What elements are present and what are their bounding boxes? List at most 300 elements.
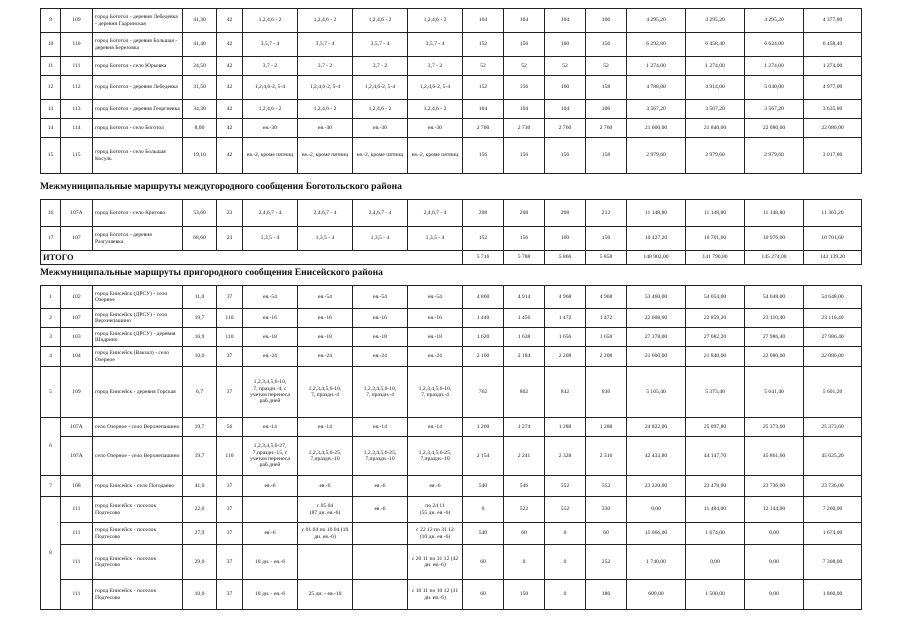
cell-n: 11 — [41, 57, 61, 76]
table-row — [41, 437, 862, 476]
cell-t4: 156 — [586, 227, 627, 251]
cell-v3: 2 979,60 — [745, 138, 804, 174]
cell-seats: 23 — [217, 227, 243, 251]
cell-v1: 24 822,00 — [627, 418, 686, 437]
cell-t2: 156 — [504, 227, 545, 251]
cell-d2: ея.-54 — [298, 286, 353, 309]
cell-v4: 22 080,00 — [804, 347, 862, 367]
cell-len: 41,0 — [183, 476, 217, 497]
cell-route: город Боготол - деревня Лебедевка — [93, 76, 183, 100]
cell-seats: 37 — [217, 523, 243, 545]
cell-d3 — [353, 545, 408, 580]
cell-d4: 3,5,7 - 4 — [408, 33, 463, 57]
cell-t1: 1 260 — [463, 418, 504, 437]
cell-len: 19,7 — [183, 309, 217, 328]
cell-v4: 3 017,80 — [804, 138, 862, 174]
cell-t1: 152 — [463, 33, 504, 57]
cell-n: 16 — [41, 200, 61, 227]
cell-n: 9 — [41, 9, 61, 33]
cell-seats: 110 — [217, 309, 243, 328]
cell-v4: 1 274,00 — [804, 57, 862, 76]
cell-seats: 42 — [217, 57, 243, 76]
cell-len: 24,50 — [183, 57, 217, 76]
cell-d4: ея.-6 — [408, 476, 463, 497]
cell-d2: ея.-14 — [298, 418, 353, 437]
cell-v3: 0,00 — [745, 545, 804, 580]
table-row — [41, 347, 862, 367]
cell-t2: 156 — [504, 138, 545, 174]
table-row — [41, 328, 862, 347]
cell-d3 — [353, 523, 408, 545]
cell-seats: 42 — [217, 100, 243, 119]
cell-v1: 5 105,40 — [627, 367, 686, 418]
cell-v2: 2 979,60 — [686, 138, 745, 174]
cell-v3: 23 110,40 — [745, 309, 804, 328]
cell-d2: ея.-18 — [298, 328, 353, 347]
routes-table-bogotol-intercity — [40, 199, 862, 265]
table-row — [41, 9, 862, 33]
cell-code: 111 — [61, 523, 93, 545]
cell-v3: 0,00 — [745, 580, 804, 610]
table-row — [41, 367, 862, 418]
cell-t3: 160 — [545, 76, 586, 100]
cell-t2: 208 — [504, 200, 545, 227]
cell-t4: 158 — [586, 76, 627, 100]
cell-route: город Енисейск (Вакзал) - село Озерное — [93, 347, 183, 367]
cell-t1: 152 — [463, 227, 504, 251]
cell-d3: 3,7 - 2 — [353, 57, 408, 76]
cell-n: 13 — [41, 100, 61, 119]
cell-seats: 37 — [217, 367, 243, 418]
cell-t4: 158 — [586, 138, 627, 174]
cell-code: 113 — [61, 100, 93, 119]
cell-v2: 54 054,00 — [686, 286, 745, 309]
cell-v3: 22 080,00 — [745, 119, 804, 138]
cell-v1: 21 600,00 — [627, 119, 686, 138]
cell-code: 104 — [61, 347, 93, 367]
cell-t3: 0 — [545, 545, 586, 580]
table-row — [41, 497, 862, 523]
cell-v2: 6 458,40 — [686, 33, 745, 57]
cell-route: город Боготол - деревня Георгиевка — [93, 100, 183, 119]
cell-v1: 10 427,20 — [627, 227, 686, 251]
section-title-bogotol-intercity: Межмуниципальные маршруты междугородного сообщения Боготольского района — [40, 181, 402, 192]
cell-v1: 4 295,20 — [627, 9, 686, 33]
cell-d3: ея.-16 — [353, 309, 408, 328]
cell-n: 1 — [41, 286, 61, 309]
cell-t4: 186 — [586, 580, 627, 610]
cell-d4: ея.-24 — [408, 347, 463, 367]
table-row — [41, 200, 862, 227]
cell-v4: 4 377,80 — [804, 9, 862, 33]
cell-route: село Озерное - село Верхнепашино — [93, 418, 183, 437]
cell-t1: 1 620 — [463, 328, 504, 347]
cell-d1: 10 дн. - ея.-6 — [243, 545, 298, 580]
cell-code: 107А — [61, 437, 93, 476]
cell-v3: 6 624,00 — [745, 33, 804, 57]
cell-v4: 7 260,00 — [804, 497, 862, 523]
cell-seats: 37 — [217, 286, 243, 309]
cell-v2: 11 484,00 — [686, 497, 745, 523]
cell-t4: 52 — [586, 57, 627, 76]
table-row — [41, 545, 862, 580]
cell-t1: 1 440 — [463, 309, 504, 328]
cell-v1: 600,00 — [627, 580, 686, 610]
cell-seats: 37 — [217, 476, 243, 497]
total-cell-t1: 5 716 — [463, 251, 504, 265]
cell-v3: 3 567,20 — [745, 100, 804, 119]
cell-v2: 5 373,40 — [686, 367, 745, 418]
cell-seats: 110 — [217, 437, 243, 476]
cell-v3: 5 641,40 — [745, 367, 804, 418]
total-cell-v1: 140 902,00 — [627, 251, 686, 265]
cell-d4: 1,2,4,6 - 2 — [408, 9, 463, 33]
cell-t3: 552 — [545, 476, 586, 497]
cell-t1: 156 — [463, 138, 504, 174]
cell-d3: ея.-6 — [353, 497, 408, 523]
cell-d3: 3,5,7 - 4 — [353, 33, 408, 57]
cell-len: 10,0 — [183, 347, 217, 367]
cell-route: село Озерное - село Верхнепашино — [93, 437, 183, 476]
cell-t2: 2 730 — [504, 119, 545, 138]
cell-d4: с 10 11 по 10 12 (31 дн. ея.-6) — [408, 580, 463, 610]
cell-d2: 3,7 - 2 — [298, 57, 353, 76]
cell-v1: 2 979,60 — [627, 138, 686, 174]
routes-table-bogotol-suburban — [40, 8, 862, 174]
cell-v2: 10 701,60 — [686, 227, 745, 251]
cell-seats: 110 — [217, 328, 243, 347]
cell-d4: по 24 11 (55 дн. ея.-6) — [408, 497, 463, 523]
cell-d4: 3,7 - 2 — [408, 57, 463, 76]
cell-d1: ея.-16 — [243, 309, 298, 328]
cell-v1: 0,00 — [627, 497, 686, 523]
cell-code: 107 — [61, 227, 93, 251]
cell-t1: 152 — [463, 76, 504, 100]
table-row — [41, 418, 862, 437]
cell-v2: 25 097,80 — [686, 418, 745, 437]
cell-d3: ея.-24 — [353, 347, 408, 367]
cell-len: 53,60 — [183, 200, 217, 227]
cell-t3: 1 288 — [545, 418, 586, 437]
cell-t3: 0 — [545, 523, 586, 545]
cell-v3: 5 040,00 — [745, 76, 804, 100]
cell-len: 27,9 — [183, 523, 217, 545]
cell-n: 8 — [41, 497, 61, 610]
cell-t3: 52 — [545, 57, 586, 76]
cell-d2: 1,2,3,4,5,6-10, 7, праздн.-4 — [298, 367, 353, 418]
cell-v3: 10 976,00 — [745, 227, 804, 251]
cell-t2: 546 — [504, 476, 545, 497]
cell-d1: ея.-24 — [243, 347, 298, 367]
cell-code: 111 — [61, 497, 93, 523]
cell-v4: 1 674,00 — [804, 523, 862, 545]
cell-d2: 1,2,4,6 - 2 — [298, 100, 353, 119]
cell-t3: 2 760 — [545, 119, 586, 138]
total-cell-v2: 141 790,80 — [686, 251, 745, 265]
cell-d1: 3,7 - 2 — [243, 57, 298, 76]
cell-route: город Боготол - деревня Разгуляевка — [93, 227, 183, 251]
cell-route: город Боготол - село Юрьевка — [93, 57, 183, 76]
cell-d2: ея.-30 — [298, 119, 353, 138]
cell-t1: 0 — [463, 497, 504, 523]
cell-t1: 540 — [463, 476, 504, 497]
cell-t1: 4 860 — [463, 286, 504, 309]
cell-code: 115 — [61, 138, 93, 174]
total-cell-v3: 145 274,00 — [745, 251, 804, 265]
cell-v2: 1 674,00 — [686, 523, 745, 545]
cell-code: 111 — [61, 545, 93, 580]
table-row — [41, 100, 862, 119]
total-row — [41, 251, 862, 265]
cell-t4: 106 — [586, 9, 627, 33]
cell-v3: 23 736,00 — [745, 476, 804, 497]
cell-v2: 4 295,20 — [686, 9, 745, 33]
cell-d4: 1,3,5 - 4 — [408, 227, 463, 251]
cell-d1: ея.-6 — [243, 523, 298, 545]
cell-t4: 552 — [586, 476, 627, 497]
cell-len: 19,7 — [183, 418, 217, 437]
cell-v2: 11 148,80 — [686, 200, 745, 227]
cell-d1: 1,2,4,6 - 2 — [243, 9, 298, 33]
cell-d2: ея.-2, кроме пятниц — [298, 138, 353, 174]
cell-t3: 1 656 — [545, 328, 586, 347]
cell-v1: 6 292,80 — [627, 33, 686, 57]
cell-len: 19,10 — [183, 138, 217, 174]
cell-seats: 42 — [217, 138, 243, 174]
cell-d2: с 01 04 по 10 04 (10 дн. ея.-6) — [298, 523, 353, 545]
cell-route: город Енисейск - деревня Горская — [93, 367, 183, 418]
cell-v4: 4 977,00 — [804, 76, 862, 100]
cell-t3: 160 — [545, 227, 586, 251]
cell-d4: с 22 12 по 31 12 (10 дн. ея.-6) — [408, 523, 463, 545]
cell-t4: 4 968 — [586, 286, 627, 309]
table-row — [41, 57, 862, 76]
cell-v1: 4 788,00 — [627, 76, 686, 100]
cell-code: 103 — [61, 328, 93, 347]
cell-len: 22,0 — [183, 497, 217, 523]
cell-v4: 22 080,00 — [804, 119, 862, 138]
cell-n: 17 — [41, 227, 61, 251]
cell-d2: 25 дн. - ея.-10 — [298, 580, 353, 610]
cell-code: 114 — [61, 119, 93, 138]
cell-seats: 23 — [217, 200, 243, 227]
cell-v2: 0,00 — [686, 545, 745, 580]
cell-code: 107А — [61, 200, 93, 227]
cell-t2: 156 — [504, 33, 545, 57]
cell-d2: ея.-6 — [298, 476, 353, 497]
table-row — [41, 33, 862, 57]
cell-t2: 522 — [504, 497, 545, 523]
cell-t4: 106 — [586, 100, 627, 119]
cell-t1: 208 — [463, 200, 504, 227]
cell-seats: 42 — [217, 33, 243, 57]
cell-v2: 44 147,70 — [686, 437, 745, 476]
cell-route: город Енисейск - поселок Подтесово — [93, 523, 183, 545]
cell-t4: 330 — [586, 497, 627, 523]
cell-t4: 252 — [586, 545, 627, 580]
cell-t2: 156 — [504, 76, 545, 100]
cell-t2: 52 — [504, 57, 545, 76]
cell-d4: с 20 11 по 31 12 (42 дн. ея.-6) — [408, 545, 463, 580]
cell-len: 19,7 — [183, 437, 217, 476]
cell-t2: 1 456 — [504, 309, 545, 328]
cell-d4: 1,2,4,6-2, 5-4 — [408, 76, 463, 100]
cell-code: 109 — [61, 367, 93, 418]
cell-route: город Енисейск - поселок Подтесово — [93, 545, 183, 580]
cell-d4: 1,2,3,4,5,6-10, 7, праздн.-4 — [408, 367, 463, 418]
cell-v3: 54 648,00 — [745, 286, 804, 309]
cell-v1: 23 220,00 — [627, 476, 686, 497]
cell-v3: 0,00 — [745, 523, 804, 545]
cell-t3: 0 — [545, 580, 586, 610]
cell-len: 68,60 — [183, 227, 217, 251]
cell-v4: 25 373,60 — [804, 418, 862, 437]
cell-len: 41,30 — [183, 9, 217, 33]
cell-v2: 1 274,00 — [686, 57, 745, 76]
table-row — [41, 138, 862, 174]
cell-t4: 836 — [586, 367, 627, 418]
cell-d1 — [243, 497, 298, 523]
cell-route: город Енисейск - поселок Подтесово — [93, 497, 183, 523]
cell-d4: 1,2,3,4,5,6-25, 7,праздн.-10 — [408, 437, 463, 476]
cell-d3: 1,2,4,6 - 2 — [353, 9, 408, 33]
cell-d1: ея.-18 — [243, 328, 298, 347]
cell-code: 111 — [61, 57, 93, 76]
cell-v4: 5 601,20 — [804, 367, 862, 418]
cell-t3: 104 — [545, 9, 586, 33]
cell-v3: 27 986,40 — [745, 328, 804, 347]
cell-d1: 2,4,6,7 - 4 — [243, 200, 298, 227]
cell-t4: 60 — [586, 523, 627, 545]
table-row — [41, 286, 862, 309]
cell-t4: 1 288 — [586, 418, 627, 437]
table-row — [41, 580, 862, 610]
cell-v1: 27 378,00 — [627, 328, 686, 347]
cell-v3: 11 148,80 — [745, 200, 804, 227]
cell-d4: ея.-18 — [408, 328, 463, 347]
cell-seats: 42 — [217, 119, 243, 138]
cell-v2: 21 840,00 — [686, 119, 745, 138]
cell-v1: 22 608,00 — [627, 309, 686, 328]
table-row — [41, 523, 862, 545]
cell-t4: 2 208 — [586, 347, 627, 367]
total-cell-t4: 5 858 — [586, 251, 627, 265]
cell-d2: с 05 04 (87 дн. ея.-6) — [298, 497, 353, 523]
cell-v3: 1 274,00 — [745, 57, 804, 76]
cell-route: город Енисейск (ДРСУ) - деревня Шадрино — [93, 328, 183, 347]
cell-v2: 23 478,00 — [686, 476, 745, 497]
cell-d1: 1,2,4,6 - 2 — [243, 100, 298, 119]
cell-v3: 45 861,60 — [745, 437, 804, 476]
cell-seats: 42 — [217, 76, 243, 100]
cell-v3: 4 295,20 — [745, 9, 804, 33]
cell-d4: ея.-16 — [408, 309, 463, 328]
cell-t2: 802 — [504, 367, 545, 418]
cell-t4: 2 316 — [586, 437, 627, 476]
cell-t3: 208 — [545, 200, 586, 227]
cell-d2: 3,5,7 - 4 — [298, 33, 353, 57]
cell-route: город Боготол - село Большая Косуль — [93, 138, 183, 174]
cell-n: 3 — [41, 328, 61, 347]
cell-v4: 1 860,00 — [804, 580, 862, 610]
cell-v1: 11 148,80 — [627, 200, 686, 227]
cell-d2 — [298, 545, 353, 580]
cell-d1: 10 дн. - ея.-6 — [243, 580, 298, 610]
cell-d1: 1,2,3,4,5,6-10, 7, праздн.-4, с учетом переноса раб.дней — [243, 367, 298, 418]
cell-t3: 104 — [545, 100, 586, 119]
cell-v4: 23 110,40 — [804, 309, 862, 328]
cell-d1: 1,3,5 - 4 — [243, 227, 298, 251]
cell-t4: 1 472 — [586, 309, 627, 328]
cell-len: 11,0 — [183, 286, 217, 309]
cell-code: 112 — [61, 76, 93, 100]
section-title-yeniseysk-suburban: Межмуниципальные маршруты пригородного сообщения Енисейского района — [40, 267, 383, 278]
cell-route: город Боготол - село Боготол — [93, 119, 183, 138]
cell-d3: 1,2,4,6 - 2 — [353, 100, 408, 119]
cell-v2: 4 914,00 — [686, 76, 745, 100]
cell-v1: 3 567,20 — [627, 100, 686, 119]
cell-v1: 42 433,80 — [627, 437, 686, 476]
cell-len: 16,9 — [183, 328, 217, 347]
cell-t1: 104 — [463, 100, 504, 119]
cell-n: 14 — [41, 119, 61, 138]
table-row — [41, 227, 862, 251]
cell-t2: 1 638 — [504, 328, 545, 347]
cell-len: 29,0 — [183, 545, 217, 580]
cell-v4: 6 458,40 — [804, 33, 862, 57]
total-label: ИТОГО — [41, 251, 463, 265]
cell-route: город Енисейск (ДРСУ) - село Верхнепашино — [93, 309, 183, 328]
cell-route: город Боготол - деревня Большая - деревня Березовка — [93, 33, 183, 57]
cell-code: 111 — [61, 580, 93, 610]
total-cell-v4: 143 139,20 — [804, 251, 862, 265]
cell-route: город Боготол - село Критово — [93, 200, 183, 227]
cell-t3: 552 — [545, 497, 586, 523]
cell-v2: 22 859,20 — [686, 309, 745, 328]
total-cell-t2: 5 788 — [504, 251, 545, 265]
cell-t3: 4 968 — [545, 286, 586, 309]
cell-d1: ея.-6 — [243, 476, 298, 497]
cell-seats: 56 — [217, 418, 243, 437]
cell-t2: 2 241 — [504, 437, 545, 476]
cell-seats: 37 — [217, 580, 243, 610]
cell-v2: 3 567,20 — [686, 100, 745, 119]
cell-t4: 156 — [586, 33, 627, 57]
cell-v1: 1 274,00 — [627, 57, 686, 76]
cell-d3: ея.-30 — [353, 119, 408, 138]
cell-len: 31,50 — [183, 76, 217, 100]
cell-t1: 762 — [463, 367, 504, 418]
cell-n: 4 — [41, 347, 61, 367]
cell-t4: 2 760 — [586, 119, 627, 138]
cell-d3: ея.-14 — [353, 418, 408, 437]
cell-t1: 60 — [463, 580, 504, 610]
cell-code: 109 — [61, 9, 93, 33]
cell-code: 102 — [61, 286, 93, 309]
cell-d4: ея.-14 — [408, 418, 463, 437]
cell-v1: 21 600,00 — [627, 347, 686, 367]
cell-v4: 10 701,60 — [804, 227, 862, 251]
cell-v4: 54 648,00 — [804, 286, 862, 309]
cell-d2: ея.-24 — [298, 347, 353, 367]
cell-t3: 156 — [545, 138, 586, 174]
cell-t2: 2 184 — [504, 347, 545, 367]
cell-d2: 1,2,4,6 - 2 — [298, 9, 353, 33]
cell-d3: 2,4,6,7 - 4 — [353, 200, 408, 227]
cell-v4: 45 625,20 — [804, 437, 862, 476]
cell-t4: 1 656 — [586, 328, 627, 347]
cell-seats: 42 — [217, 9, 243, 33]
